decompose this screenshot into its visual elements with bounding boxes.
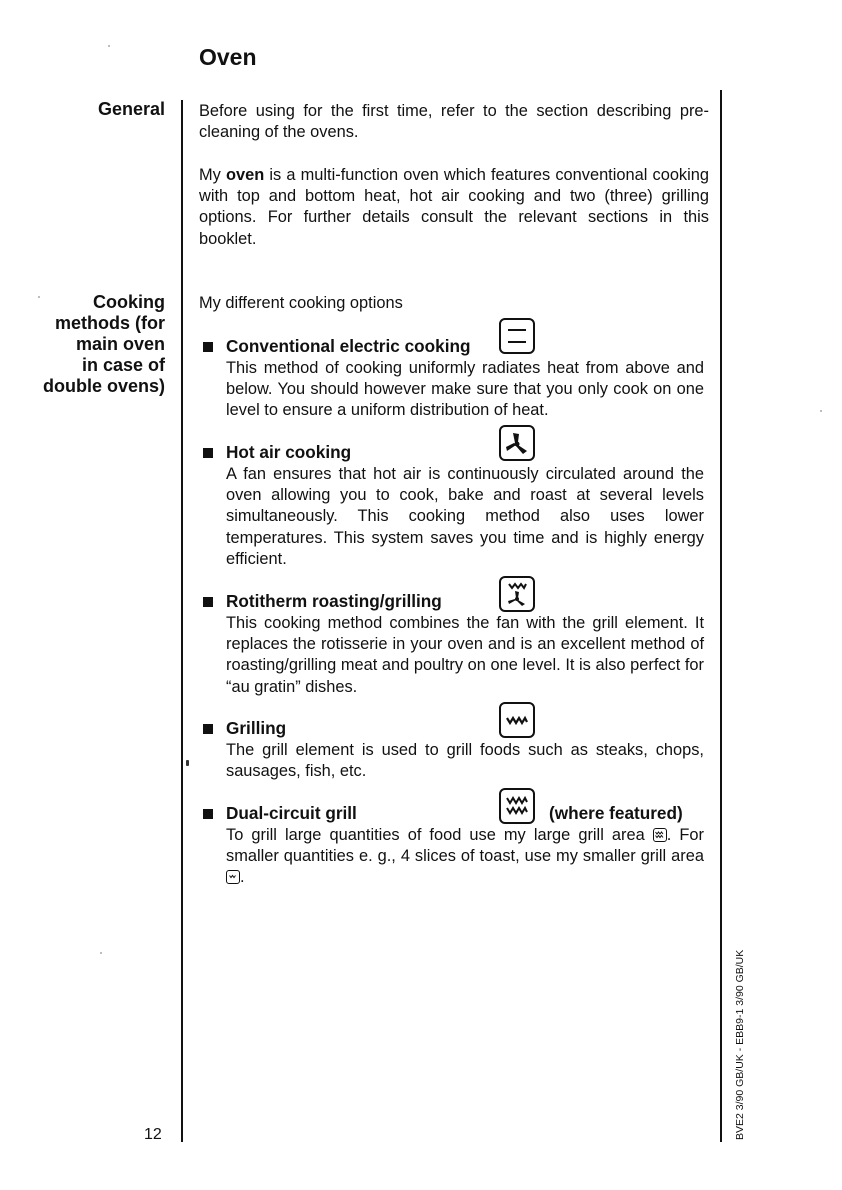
fan-icon xyxy=(499,425,535,461)
heading-line: double ovens) xyxy=(42,376,165,396)
bullet-marker xyxy=(203,724,213,734)
heading-line: main oven xyxy=(75,334,165,354)
heading-line: Cooking xyxy=(93,292,165,312)
general-heading: General xyxy=(97,99,165,119)
heading-line: in case of xyxy=(81,355,165,375)
small-grill-area-icon xyxy=(226,870,240,884)
para2-suffix: is a multi-function oven which features conventional cooking with top and bottom heat, hot air cooking and two (three) grilling options. For further details consult the relevant sections in this booklet. xyxy=(199,166,710,248)
option-title-conventional: Conventional electric cooking xyxy=(226,336,471,356)
option-body-dual-circuit xyxy=(226,825,704,889)
bullet-marker xyxy=(203,448,213,458)
option-title-dual-circuit: Dual-circuit grill xyxy=(226,803,357,823)
page-number: 12 xyxy=(144,1126,162,1143)
cooking-methods-heading xyxy=(43,292,165,397)
dual-grill-icon xyxy=(499,788,535,824)
option-title-grilling: Grilling xyxy=(226,718,287,738)
scan-speck xyxy=(100,952,102,954)
scan-speck xyxy=(820,410,822,412)
top-bottom-heat-icon xyxy=(499,318,535,354)
bullet-marker xyxy=(203,809,213,819)
dual-body-part-b: . For smaller quantities e. g., 4 slices of toast, use my smaller grill area xyxy=(226,826,704,866)
page-title: Oven xyxy=(199,44,257,70)
right-margin-rule xyxy=(720,90,722,1142)
dual-body-part-c: . xyxy=(240,868,245,887)
fan-grill-icon xyxy=(499,576,535,612)
scan-speck xyxy=(38,296,40,298)
document-code: BVE2 3/90 GB/UK - EBB9-1 3/90 GB/UK xyxy=(734,949,746,1140)
para2-prefix: My xyxy=(199,166,226,184)
left-margin-rule xyxy=(181,100,183,1142)
cooking-intro: My different cooking options xyxy=(199,294,403,312)
bullet-marker xyxy=(203,597,213,607)
option-body-rotitherm: This cooking method combines the fan with the grill element. It replaces the rotisserie in your oven and is an excellent method of roasting/grilling meat and poultry on one level. It is also perfect for “au gratin” dishes. xyxy=(226,614,704,696)
option-title-rotitherm: Rotitherm roasting/grilling xyxy=(226,591,442,611)
option-body-grilling: The grill element is used to grill foods such as steaks, chops, sausages, fish, etc. xyxy=(226,741,704,781)
general-paragraph-1: Before using for the first time, refer to the section describing pre-cleaning of the ovens. xyxy=(199,102,709,142)
general-paragraph-2 xyxy=(199,165,709,250)
grill-icon xyxy=(499,702,535,738)
large-grill-area-icon xyxy=(653,828,667,842)
option-body-hot-air: A fan ensures that hot air is continuously circulated around the oven allowing you to cook, bake and roast at several levels simultaneously. This cooking method also uses lower temperatures. This system saves you time and is highly energy efficient. xyxy=(226,465,704,568)
option-body-conventional: This method of cooking uniformly radiates heat from above and below. You should however make sure that you only cook on one level to ensure a uniform distribution of heat. xyxy=(226,359,704,420)
heading-line: methods (for xyxy=(55,313,165,333)
where-featured-note: (where featured) xyxy=(549,803,683,823)
bullet-marker xyxy=(203,342,213,352)
oven-bold-word: oven xyxy=(226,166,265,184)
dual-body-part-a: To grill large quantities of food use my large grill area xyxy=(226,826,653,844)
scan-speck xyxy=(108,45,110,47)
option-title-hot-air: Hot air cooking xyxy=(226,442,352,462)
scan-speck xyxy=(186,760,189,766)
